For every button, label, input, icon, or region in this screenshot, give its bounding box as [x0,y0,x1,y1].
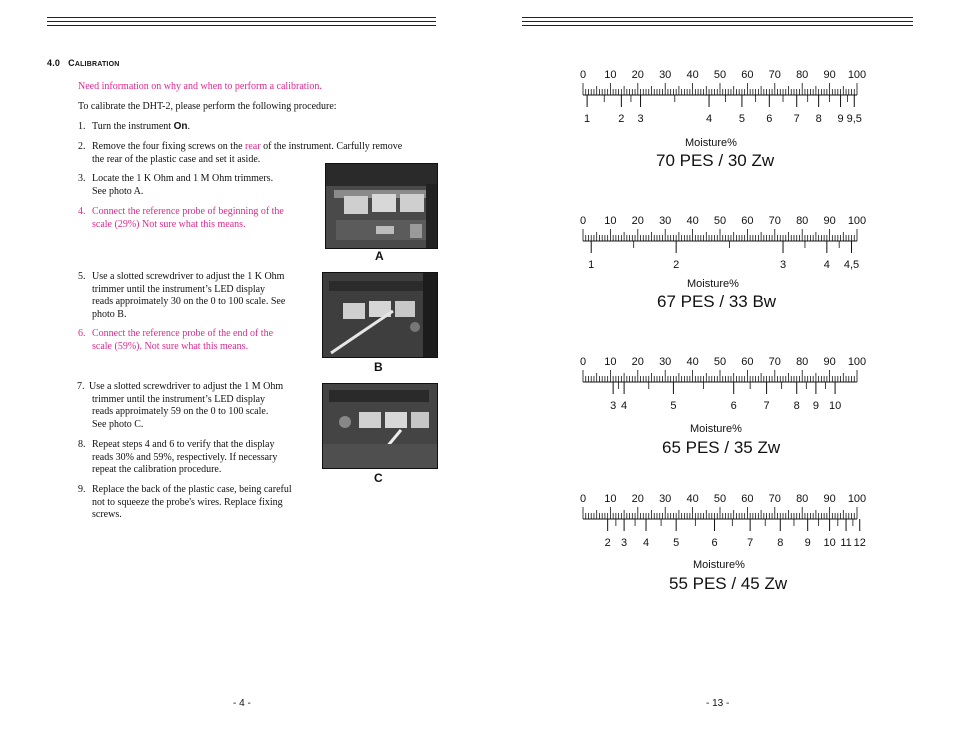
step-2-text-a: Remove the four fixing screws on the [92,141,246,152]
top-scale-label: 60 [741,69,754,81]
step-9-line-1: Replace the back of the plastic case, being careful [92,484,292,495]
step-7-line-3: reads approimately 59 on the 0 to 100 scale. [92,406,269,417]
top-scale-label: 40 [686,69,699,81]
top-scale-label: 20 [631,356,644,368]
top-scale-label: 0 [579,356,587,368]
scale-svg-3 [575,351,875,415]
step-2-text-b: of the instrument. Carfully remove [260,141,403,152]
top-scale-label: 20 [631,69,644,81]
step-2-line-2: the rear of the plastic case and set it aside. [92,153,261,165]
bottom-scale-label: 6 [711,537,718,549]
scale-title-1: 70 PES / 30 Zw [656,151,775,170]
scale-svg-4 [575,488,875,552]
step-5 [78,271,318,323]
photo-c [322,383,438,469]
step-3 [78,173,318,199]
bottom-scale-label: 2 [618,113,625,125]
left-header-rule-bottom [47,25,436,26]
top-scale-label: 0 [579,69,587,81]
step-5-line-4: photo B. [92,308,127,320]
bottom-scale-label: 4 [642,537,650,549]
right-page-number: - 13 - [706,698,730,709]
bottom-scale-label: 9 [804,537,811,549]
top-scale-label: 80 [796,493,809,505]
step-3-line-2: See photo A. [92,185,144,197]
step-1-period: . [187,121,190,132]
step-number: 9. [78,484,86,495]
step-7-line-2: trimmer until the instrument’s LED display [92,393,266,405]
top-scale-label: 40 [686,215,699,227]
moisture-label-4: Moisture% [693,559,745,571]
top-scale-label: 20 [631,493,644,505]
left-header-rule-mid [47,21,436,22]
bottom-scale-label: 12 [853,537,866,549]
top-scale-label: 80 [796,215,809,227]
bottom-scale-label: 5 [670,400,677,412]
scale-title-3: 65 PES / 35 Zw [662,438,781,457]
step-text [92,121,190,134]
step-4-line-2: scale (29%) Not sure what this means. [92,218,246,230]
top-scale-label: 70 [768,493,781,505]
right-header-rule-top [522,17,913,18]
left-page-number: - 4 - [233,698,251,709]
step-5-line-2: trimmer until the instrument’s LED display [92,283,266,295]
section-heading [47,58,119,68]
bottom-scale-label: 4,5 [843,259,860,271]
bottom-scale-label: 8 [793,400,800,412]
bottom-scale-label: 9,5 [846,113,862,125]
top-scale-label: 30 [659,493,672,505]
step-6-line-2: scale (59%). Not sure what this means. [92,340,249,352]
bottom-scale-label: 3 [610,400,617,412]
moisture-label-2: Moisture% [687,278,739,290]
top-scale-label: 90 [823,215,836,227]
moisture-scale-3 [575,351,875,415]
step-number: 5. [78,271,86,282]
step-number: 3. [78,173,86,184]
photo-b [322,272,438,358]
intro-text: To calibrate the DHT-2, please perform the following procedure: [78,101,337,112]
top-scale-label: 30 [659,69,672,81]
top-scale-label: 10 [604,356,617,368]
moisture-scale-4 [575,488,875,552]
bottom-scale-label: 4 [823,259,830,271]
bottom-scale-label: 4 [621,400,628,412]
bottom-scale-label: 5 [673,537,680,549]
top-scale-label: 30 [659,356,672,368]
step-8-line-1: Repeat steps 4 and 6 to verify that the display [92,439,275,450]
top-scale-label: 100 [847,356,867,368]
bottom-scale-label: 7 [763,400,770,412]
bottom-scale-label: 2 [604,537,611,549]
step-number: 7. [77,381,85,392]
top-scale-label: 100 [847,493,867,505]
bottom-scale-label: 5 [738,113,745,125]
step-6-line-1: Connect the reference probe of the end of the [92,328,274,339]
top-scale-label: 60 [741,493,754,505]
step-1 [78,121,438,134]
top-scale-label: 70 [768,69,781,81]
step-8-line-2: reads 30% and 59%, respectively. If necessary [92,451,278,463]
bottom-scale-label: 9 [812,400,819,412]
top-scale-label: 20 [631,215,644,227]
top-scale-label: 80 [796,69,809,81]
step-8-line-3: repeat the calibration procedure. [92,464,222,475]
top-scale-label: 70 [768,215,781,227]
top-scale-label: 10 [604,493,617,505]
step-3-line-1: Locate the 1 K Ohm and 1 M Ohm trimmers. [92,173,274,184]
step-2-line-1 [92,141,402,154]
step-number: 1. [78,121,86,132]
moisture-scale-1 [575,64,875,128]
step-4[interactable] [78,206,318,232]
step-number: 8. [78,439,86,450]
photo-a [325,163,438,249]
bottom-scale-label: 3 [621,537,628,549]
bottom-scale-label: 9 [837,113,844,125]
step-7-line-1: Use a slotted screwdriver to adjust the 1 M Ohm [89,381,284,392]
step-7 [78,381,318,433]
top-scale-label: 50 [713,356,727,368]
top-scale-label: 50 [713,69,727,81]
scale-title-4: 55 PES / 45 Zw [669,574,788,593]
left-header-rule-top [47,17,436,18]
step-1-text: Turn the instrument [92,121,174,132]
bottom-scale-label: 10 [823,537,836,549]
step-number: 4. [78,206,86,217]
top-scale-label: 100 [847,215,867,227]
step-number: 6. [78,328,86,339]
top-scale-label: 40 [686,493,699,505]
scale-svg-2 [575,210,875,274]
top-scale-label: 60 [741,356,754,368]
top-scale-label: 90 [823,69,836,81]
photo-c-label: C [374,471,383,485]
bottom-scale-label: 6 [766,113,773,125]
bottom-scale-label: 8 [777,537,784,549]
moisture-scale-2 [575,210,875,274]
scale-svg-1 [575,64,875,128]
photo-a-label: A [375,249,384,263]
top-scale-label: 100 [847,69,867,81]
step-number: 2. [78,141,86,152]
bottom-scale-label: 3 [637,113,644,125]
top-scale-label: 10 [604,215,617,227]
top-scale-label: 0 [579,493,587,505]
top-scale-label: 60 [741,215,754,227]
scale-title-2: 67 PES / 33 Bw [657,292,777,311]
bottom-scale-label: 7 [793,113,800,125]
step-9-line-3: screws. [92,509,122,520]
top-scale-label: 40 [686,356,699,368]
step-5-line-1: Use a slotted screwdriver to adjust the 1 K Ohm [92,271,285,282]
right-header-rule-mid [522,21,913,22]
top-scale-label: 10 [604,69,617,81]
step-6[interactable] [78,328,318,354]
bottom-scale-label: 7 [747,537,754,549]
section-number: 4.0 [47,58,61,68]
step-4-line-1: Connect the reference probe of beginning of the [92,206,284,217]
step-8 [78,439,318,478]
step-9 [78,484,318,523]
bottom-scale-label: 2 [673,259,680,271]
bottom-scale-label: 4 [705,113,713,125]
bottom-scale-label: 1 [584,113,591,125]
rear-link[interactable]: rear [245,141,261,152]
bottom-scale-label: 3 [779,259,787,271]
bottom-scale-label: 6 [730,400,737,412]
moisture-label-1: Moisture% [685,137,737,149]
right-header-rule-bottom [522,25,913,26]
section-title-rest: ALIBRATION [74,61,120,68]
on-keyword: On [173,121,188,132]
bottom-scale-label: 10 [828,400,842,412]
top-scale-label: 90 [823,356,836,368]
top-scale-label: 80 [796,356,809,368]
section-title-initial: C [68,58,75,68]
top-scale-label: 50 [713,493,727,505]
photo-b-label: B [374,360,383,374]
top-scale-label: 50 [713,215,727,227]
bottom-scale-label: 1 [588,259,595,271]
step-9-line-2: not to squeeze the probe's wires. Replace fixing [92,496,283,508]
bottom-scale-label: 8 [815,113,822,125]
step-5-line-3: reads approimately 30 on the 0 to 100 scale. See [92,296,286,307]
moisture-label-3: Moisture% [690,423,742,435]
bottom-scale-label: 11 [840,537,852,549]
top-scale-label: 70 [768,356,781,368]
top-scale-label: 30 [659,215,672,227]
calibration-info-link[interactable]: Need information on why and when to perform a calibration. [78,81,322,92]
step-7-line-4: See photo C. [92,418,144,430]
top-scale-label: 90 [823,493,836,505]
top-scale-label: 0 [579,215,587,227]
